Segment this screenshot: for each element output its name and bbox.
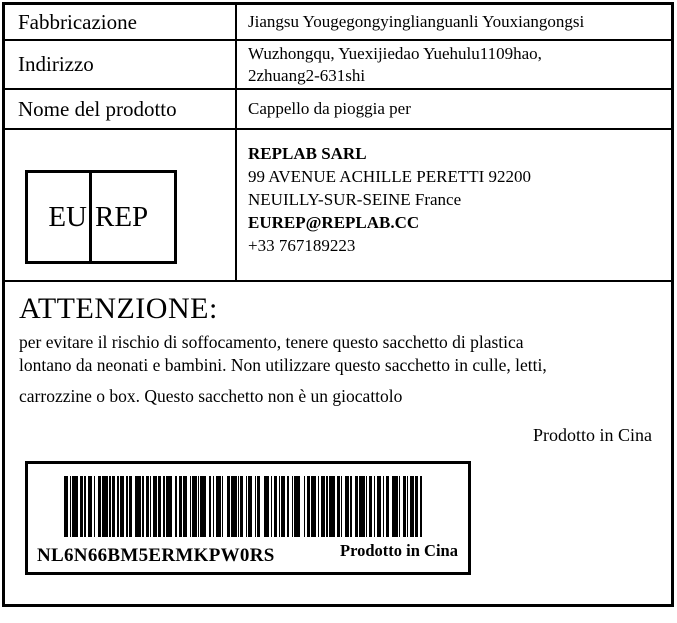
barcode-value-text: NL6N66BM5ERMKPW0RS <box>37 545 275 566</box>
address-line-1: Wuzhongqu, Yuexijiedao Yuehulu1109hao, <box>248 43 542 63</box>
product-name-value-text: Cappello da pioggia per <box>248 99 411 118</box>
barcode-box <box>25 461 471 575</box>
eu-rep-city: NEUILLY-SUR-SEINE France <box>248 190 462 209</box>
table-row <box>5 41 671 90</box>
table-row <box>5 90 671 130</box>
eu-rep-symbol <box>25 170 177 264</box>
eu-rep-cell <box>5 130 237 280</box>
manufacturer-value-text: Jiangsu Yougegongyinglianguanli Youxiangongsi <box>248 12 585 31</box>
attention-line: per evitare il rischio di soffocamento, tenere questo sacchetto di plastica <box>19 332 524 352</box>
barcode-footer <box>37 541 458 567</box>
eu-rep-email: EUREP@REPLAB.CC <box>248 213 420 232</box>
product-name-label: Nome del prodotto <box>5 90 237 128</box>
address-line-2: 2zhuang2-631shi <box>248 65 366 85</box>
attention-title: ATTENZIONE: <box>19 292 218 325</box>
manufacturer-label: Fabbricazione <box>5 5 237 39</box>
attention-section <box>5 282 671 575</box>
product-name-value <box>237 90 671 128</box>
eu-rep-company: REPLAB SARL <box>248 144 367 163</box>
table-row <box>5 5 671 41</box>
eu-rep-symbol-left: EU <box>28 173 92 261</box>
barcode-origin-text: Prodotto in Cina <box>340 541 458 560</box>
manufacturer-value <box>237 5 671 39</box>
eu-rep-contact-block <box>237 130 671 280</box>
eu-rep-phone: +33 767189223 <box>248 236 356 255</box>
product-label-sheet <box>2 2 674 607</box>
made-in-text: Prodotto in Cina <box>532 425 652 445</box>
attention-line: carrozzine o box. Questo sacchetto non è un giocattolo <box>19 386 403 406</box>
eu-rep-symbol-right: REP <box>95 200 149 233</box>
address-value <box>237 41 671 88</box>
barcode <box>64 476 423 537</box>
eu-rep-street: 99 AVENUE ACHILLE PERETTI 92200 <box>248 167 532 186</box>
attention-line: lontano da neonati e bambini. Non utilizzare questo sacchetto in culle, letti, <box>19 355 547 375</box>
table-row <box>5 130 671 282</box>
attention-body <box>19 331 657 408</box>
address-label: Indirizzo <box>5 41 237 88</box>
